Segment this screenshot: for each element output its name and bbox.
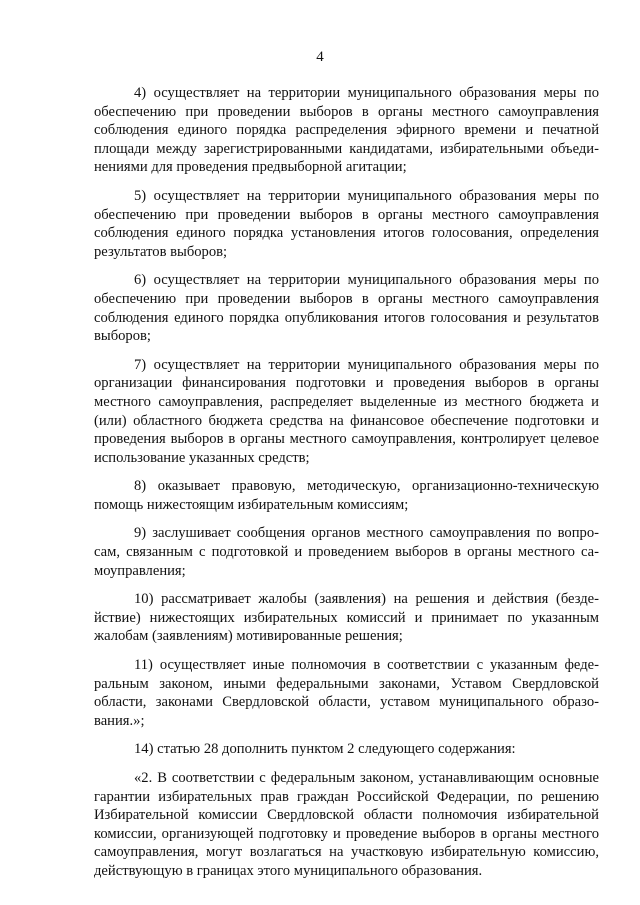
- paragraph-item-4: 4) осуществляет на территории муниципального образования меры по обеспечению при проведении выборов в органы местного самоуправления соблюдения единого порядка распределения эфирного времени и печатной площади между зарегистрированными кандидатами, избирательными объединениями для проведения предвыборной агитации;: [94, 85, 599, 176]
- document-body: [94, 84, 599, 891]
- paragraph-item-9: 9) заслушивает сообщения органов местного самоуправления по вопросам, связанным с подготовкой и проведением выборов в органы местного самоуправления;: [94, 525, 599, 579]
- paragraph-item-6: 6) осуществляет на территории муниципального образования меры по обеспечению при проведении выборов в органы местного самоуправления соблюдения единого порядка опубликования итогов голосования и результатов выборов;: [94, 272, 599, 345]
- paragraph-item-11: 11) осуществляет иные полномочия в соответствии с указанным федеральным законом, иными федеральными законами, Уставом Свердловской области, законами Свердловской области, уставом муниципального образования.»;: [94, 657, 599, 729]
- paragraph-quoted-clause-2: «2. В соответствии с федеральным законом, устанавливающим основные гарантии избирательных прав граждан Российской Федерации, по решению Избирательной комиссии Свердловской области полномочия избирательной комиссии, организующей подготовку и проведение выборов в органы местного самоуправления, могут возлагаться на участковую избирательную комиссию, действующую в границах этого муниципального образования.: [94, 770, 599, 879]
- page-number: 4: [316, 49, 324, 65]
- paragraph-item-10: 10) рассматривает жалобы (заявления) на решения и действия (бездействие) нижестоящих избирательных комиссий и принимает по указанным жалобам (заявлениям) мотивированные решения;: [94, 591, 599, 645]
- paragraph-item-5: 5) осуществляет на территории муниципального образования меры по обеспечению при проведении выборов в органы местного самоуправления соблюдения единого порядка установления итогов голосования, определения результатов выборов;: [94, 187, 599, 260]
- paragraph-item-8: 8) оказывает правовую, методическую, организационно-техническую помощь нижестоящим избирательным комиссиям;: [94, 478, 599, 513]
- paragraph-amendment-14: 14) статью 28 дополнить пунктом 2 следующего содержания:: [134, 741, 516, 758]
- paragraph-item-7: 7) осуществляет на территории муниципального образования меры по организации финансирования подготовки и проведения выборов в органы местного самоуправления, распределяет выделенные из местного бюджета и (или) областного бюджета средства на финансовое обеспечение подготовки и проведения выборов в органы местного самоуправления, контролирует целевое использование указанных средств;: [94, 356, 599, 466]
